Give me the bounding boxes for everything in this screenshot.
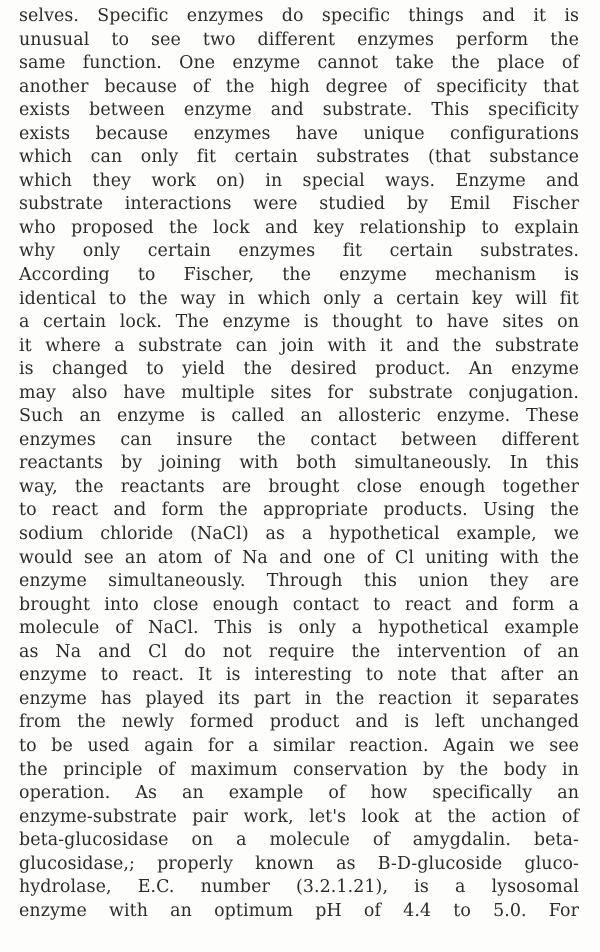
text-line: may also have multiple sites for substrate conjugation. <box>19 382 579 403</box>
text-line: beta-glucosidase on a molecule of amygdalin. beta- <box>19 830 579 851</box>
text-line: who proposed the lock and key relationship to explain <box>19 217 579 238</box>
text-line: way, the reactants are brought close enough together <box>19 476 579 497</box>
text-line: brought into close enough contact to react and form a <box>19 594 579 615</box>
text-line: unusual to see two different enzymes perform the <box>19 29 579 50</box>
text-line: substrate interactions were studied by Emil Fischer <box>19 194 579 215</box>
text-line: exists because enzymes have unique configurations <box>19 123 579 144</box>
text-line: enzyme-substrate pair work, let's look at the action of <box>19 806 579 827</box>
text-line: identical to the way in which only a certain key will fit <box>19 288 579 309</box>
text-line: hydrolase, E.C. number (3.2.1.21), is a lysosomal <box>19 877 579 898</box>
text-line: According to Fischer, the enzyme mechanism is <box>19 265 579 286</box>
text-line: enzyme with an optimum pH of 4.4 to 5.0. For <box>19 900 579 921</box>
text-line: same function. One enzyme cannot take the place of <box>19 53 579 74</box>
text-line: selves. Specific enzymes do specific things and it is <box>19 6 579 26</box>
text-line: as Na and Cl do not require the intervention of an <box>19 641 579 662</box>
text-line: is changed to yield the desired product. An enzyme <box>19 359 579 380</box>
text-line: another because of the high degree of specificity that <box>19 76 579 97</box>
body-text <box>19 5 579 923</box>
text-line: to react and form the appropriate products. Using the <box>19 500 579 521</box>
text-line: which they work on) in special ways. Enzyme and <box>19 170 579 191</box>
text-line: would see an atom of Na and one of Cl uniting with the <box>19 547 579 568</box>
text-line: Such an enzyme is called an allosteric enzyme. These <box>19 406 579 427</box>
text-line: reactants by joining with both simultaneously. In this <box>19 453 579 474</box>
text-line: enzyme simultaneously. Through this union they are <box>19 571 579 592</box>
text-line: a certain lock. The enzyme is thought to have sites on <box>19 312 579 333</box>
text-line: sodium chloride (NaCl) as a hypothetical example, we <box>19 524 579 545</box>
text-line: enzyme to react. It is interesting to note that after an <box>19 665 579 686</box>
text-line: to be used again for a similar reaction. Again we see <box>19 735 579 756</box>
text-line: enzyme has played its part in the reaction it separates <box>19 688 579 709</box>
text-line: enzymes can insure the contact between different <box>19 429 579 450</box>
text-line: from the newly formed product and is left unchanged <box>19 712 579 733</box>
text-line: glucosidase,; properly known as B-D-glucoside gluco- <box>19 853 579 874</box>
text-line: the principle of maximum conservation by the body in <box>19 759 579 780</box>
text-line: which can only fit certain substrates (that substance <box>19 147 579 168</box>
text-line: operation. As an example of how specifically an <box>19 783 579 804</box>
text-line: exists between enzyme and substrate. This specificity <box>19 100 579 121</box>
text-line: it where a substrate can join with it and the substrate <box>19 335 579 356</box>
text-line: why only certain enzymes fit certain substrates. <box>19 241 579 262</box>
text-line: molecule of NaCl. This is only a hypothetical example <box>19 618 579 639</box>
